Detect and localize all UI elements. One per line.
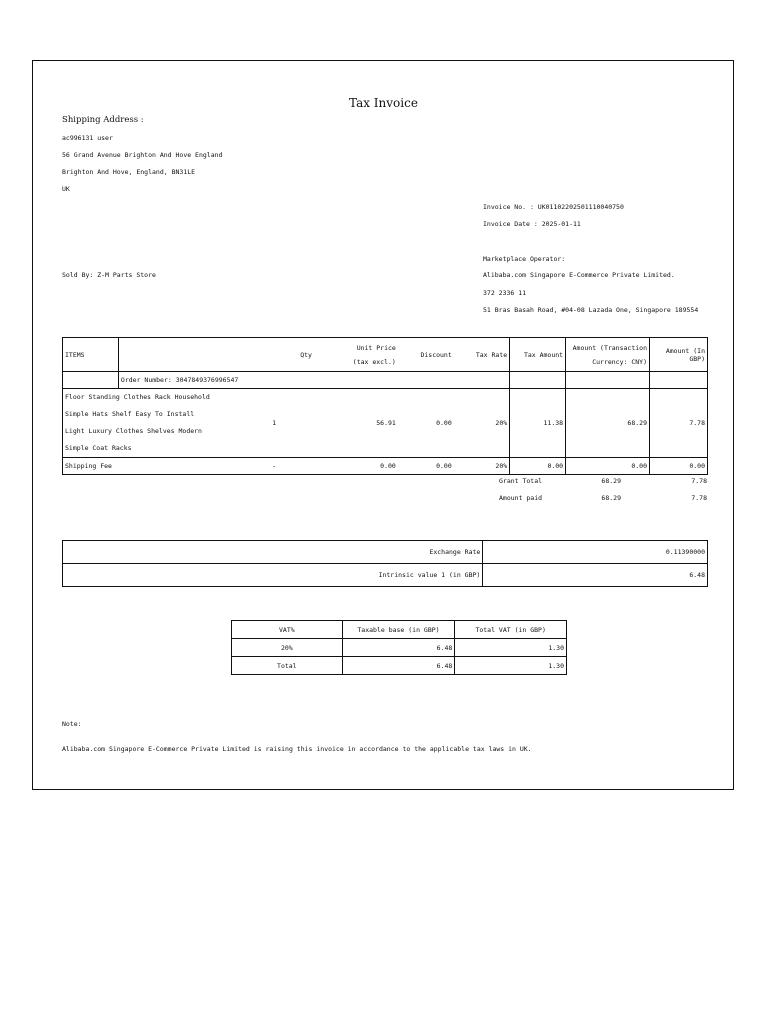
operator-line: 372 2336 11 <box>483 289 527 297</box>
product-discount: 0.00 <box>436 419 452 427</box>
shipping-unit-price: 0.00 <box>314 458 398 475</box>
vat-header: Taxable base (in GBP) <box>342 621 455 639</box>
product-amount-gbp: 7.78 <box>650 389 708 458</box>
header-items: ITEMS <box>63 338 119 372</box>
header-tax-rate: Tax Rate <box>454 338 510 372</box>
vat-header: Total VAT (in GBP) <box>455 621 567 639</box>
product-tax-rate: 20% <box>454 389 510 458</box>
amount-paid-cny: 68.29 <box>601 494 621 502</box>
header-amount-cny: Amount (Transaction Currency: CNY) <box>566 338 650 372</box>
order-row <box>63 372 708 389</box>
vat-taxable-base: 6.48 <box>342 639 455 657</box>
operator-label: Marketplace Operator: <box>483 255 566 263</box>
header-discount: Discount <box>398 338 454 372</box>
exchange-rate-value: 0.11390000 <box>483 541 708 564</box>
vat-header-row <box>232 621 567 639</box>
operator-line: 51 Bras Basah Road, #04-08 Lazada One, Singapore 189554 <box>483 306 699 314</box>
order-cell <box>566 372 650 389</box>
product-tax-amount: 11.38 <box>510 389 566 458</box>
vat-row <box>232 657 567 675</box>
order-number: Order Number: 3047849376996547 <box>118 372 509 389</box>
shipping-tax-rate: 20% <box>454 458 510 475</box>
vat-total: 1.30 <box>455 657 567 675</box>
shipping-line: 56 Grand Avenue Brighton And Hove England <box>62 151 223 159</box>
shipping-address-label: Shipping Address : <box>62 115 144 125</box>
product-unit-price: 56.91 <box>376 419 396 427</box>
intrinsic-value-label: Intrinsic value 1 (in GBP) <box>63 564 483 587</box>
vat-taxable-base: 6.48 <box>342 657 455 675</box>
sold-by: Sold By: Z-M Parts Store <box>62 271 156 279</box>
vat-rate: Total <box>232 657 343 675</box>
invoice-number: Invoice No. : UK01102202501110040750 <box>483 203 624 211</box>
note-label: Note: <box>62 720 82 728</box>
items-header-row <box>63 338 708 372</box>
vat-total: 1.30 <box>455 639 567 657</box>
vat-header: VAT% <box>232 621 343 639</box>
product-row <box>63 389 708 458</box>
shipping-amount-cny: 0.00 <box>566 458 650 475</box>
shipping-fee-label: Shipping Fee <box>63 458 235 475</box>
invoice-title: Tax Invoice <box>349 96 418 110</box>
vat-row <box>232 639 567 657</box>
product-qty: 1 <box>272 419 277 427</box>
product-amount-cny: 68.29 <box>566 389 650 458</box>
shipping-row <box>63 458 708 475</box>
header-qty: Qty <box>118 338 314 372</box>
shipping-qty: - <box>234 458 314 475</box>
header-unit-price: Unit Price (tax excl.) <box>314 338 398 372</box>
vat-rate: 20% <box>232 639 343 657</box>
order-cell <box>650 372 708 389</box>
shipping-amount-gbp: 0.00 <box>650 458 708 475</box>
vat-table <box>231 620 567 675</box>
order-cell <box>510 372 566 389</box>
grant-total-label: Grant Total <box>499 477 543 485</box>
amount-paid-label: Amount paid <box>499 494 543 502</box>
operator-line: Alibaba.com Singapore E-Commerce Private Limited. <box>483 271 675 279</box>
shipping-line: ac996131 user <box>62 134 113 142</box>
shipping-line: UK <box>62 185 70 193</box>
invoice-date: Invoice Date : 2025-01-11 <box>483 220 581 228</box>
shipping-tax-amount: 0.00 <box>510 458 566 475</box>
header-amount-gbp: Amount (In GBP) <box>650 338 708 372</box>
exchange-rate-label: Exchange Rate <box>63 541 483 564</box>
grant-total-gbp: 7.78 <box>691 477 707 485</box>
header-tax-amount: Tax Amount <box>510 338 566 372</box>
note-text: Alibaba.com Singapore E-Commerce Private Limited is raising this invoice in accordance to the applicable tax laws in UK. <box>62 745 532 753</box>
product-description: Floor Standing Clothes Rack Household Simple Hats Shelf Easy To Install Light Luxury Clothes Shelves Modern Simple Coat Racks <box>63 389 235 458</box>
grant-total-cny: 68.29 <box>601 477 621 485</box>
order-spacer <box>63 372 119 389</box>
exchange-table <box>62 540 708 587</box>
shipping-line: Brighton And Hove, England, BN31LE <box>62 168 196 176</box>
intrinsic-value: 6.48 <box>483 564 708 587</box>
amount-paid-gbp: 7.78 <box>691 494 707 502</box>
shipping-discount: 0.00 <box>398 458 454 475</box>
invoice-page <box>32 60 734 790</box>
items-table <box>62 337 708 475</box>
